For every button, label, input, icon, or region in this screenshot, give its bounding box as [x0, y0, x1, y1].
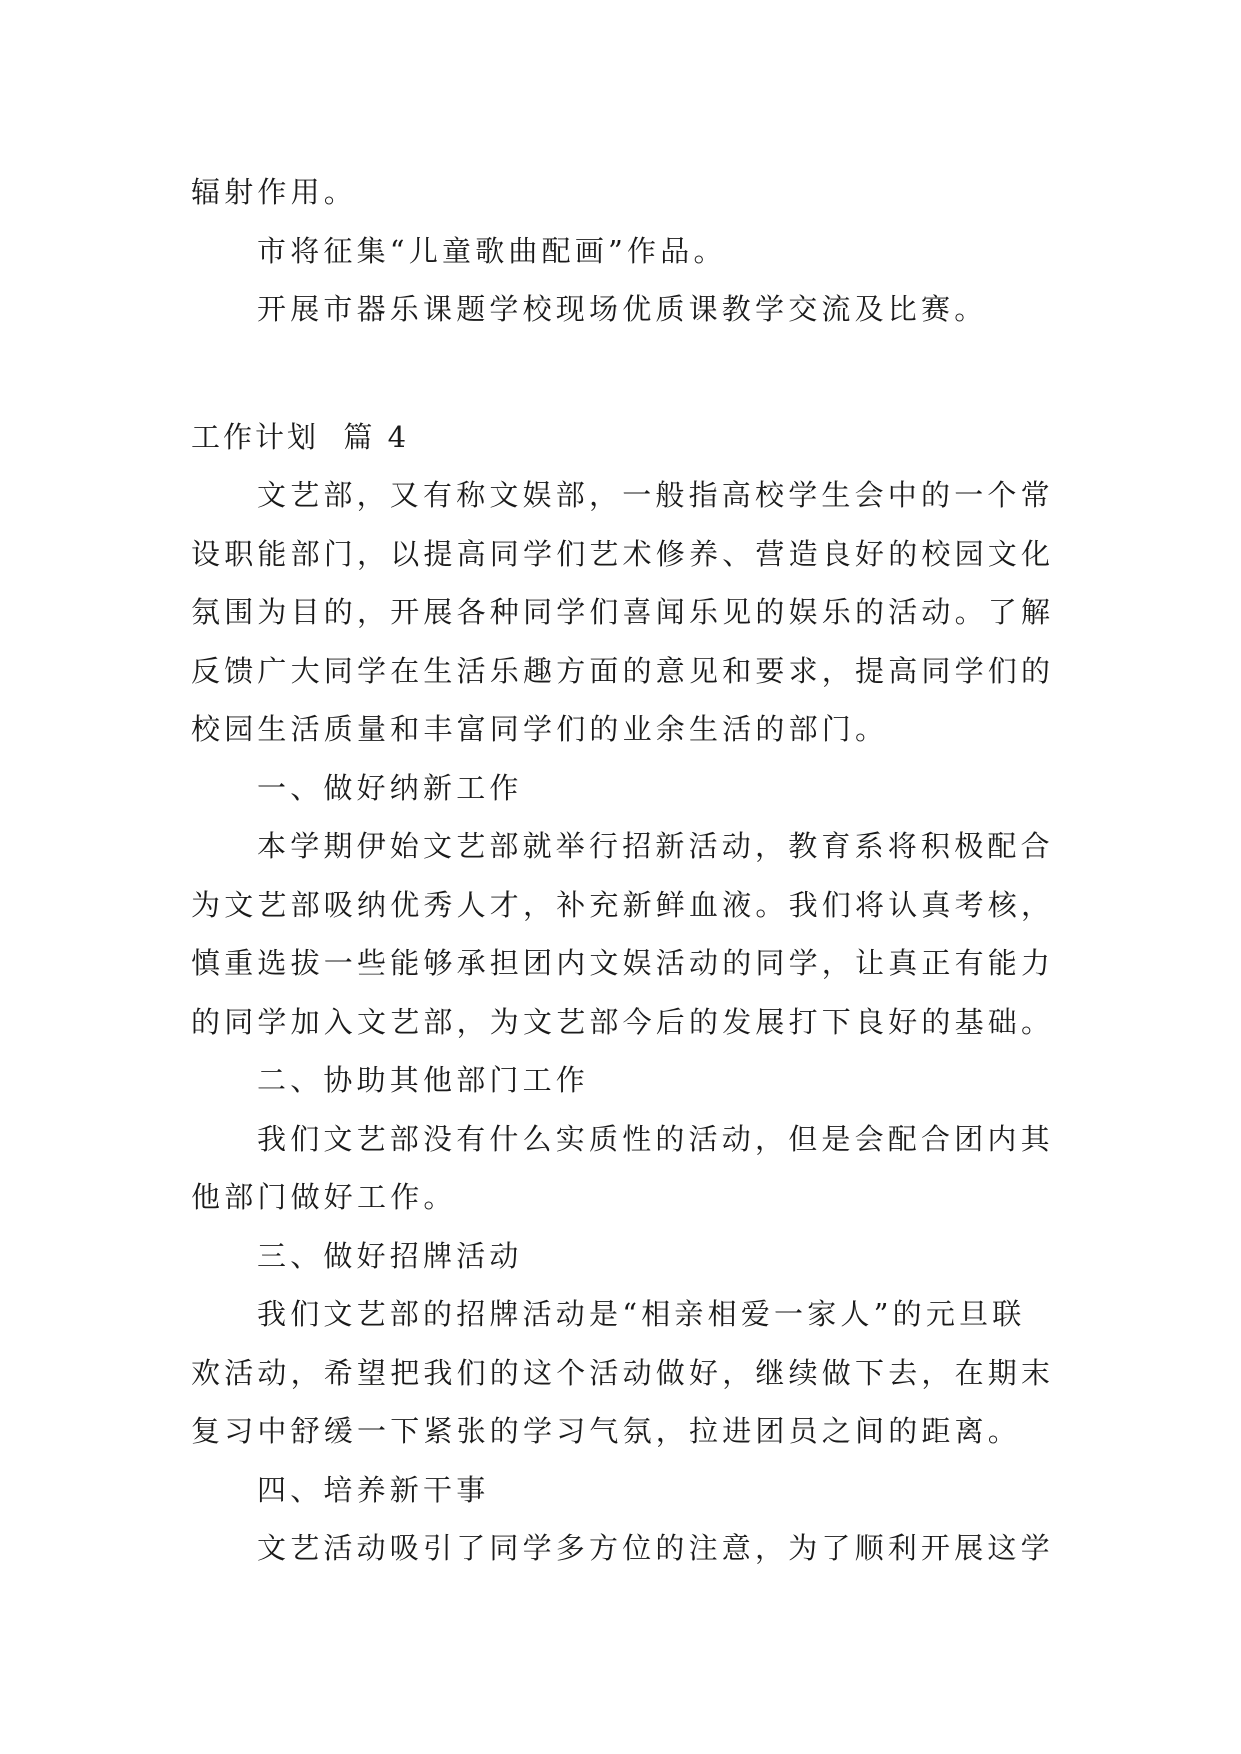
- subheading: 三、做好招牌活动: [257, 1238, 523, 1273]
- body-line: 反馈广大同学在生活乐趣方面的意见和要求，提高同学们的: [191, 653, 1055, 688]
- body-line: 校园生活质量和丰富同学们的业余生活的部门。: [191, 712, 889, 746]
- body-line: 市将征集“儿童歌曲配画”作品。: [257, 233, 727, 268]
- paragraph-assist: [191, 1110, 1081, 1227]
- section-title: 工作计划 篇 4: [191, 419, 410, 454]
- document-body: [191, 163, 1081, 1578]
- subheading: 四、培养新干事: [257, 1472, 490, 1507]
- paragraph-train: [191, 1519, 1081, 1578]
- body-line: 开展市器乐课题学校现场优质课教学交流及比赛。: [257, 292, 988, 326]
- body-line: 慎重选拔一些能够承担团内文娱活动的同学，让真正有能力: [191, 946, 1055, 980]
- body-line: 欢活动，希望把我们的这个活动做好，继续做下去，在期末: [191, 1355, 1055, 1390]
- paragraph-recruit: [191, 817, 1081, 1051]
- body-line: 的同学加入文艺部，为文艺部今后的发展打下良好的基础。: [191, 1004, 1055, 1039]
- paragraph-signature-event: [191, 1285, 1081, 1461]
- body-line: 文艺部，又有称文娱部，一般指高校学生会中的一个常: [257, 478, 1054, 512]
- body-line: 本学期伊始文艺部就举行招新活动，教育系将积极配合: [257, 829, 1054, 863]
- body-line: 文艺活动吸引了同学多方位的注意，为了顺利开展这学: [257, 1531, 1054, 1565]
- body-line: 设职能部门，以提高同学们艺术修养、营造良好的校园文化: [191, 536, 1055, 571]
- body-line: 辐射作用。: [191, 175, 358, 209]
- subheading: 二、协助其他部门工作: [257, 1063, 590, 1097]
- paragraph-intro: [191, 466, 1081, 759]
- body-line: 复习中舒缓一下紧张的学习气氛，拉进团员之间的距离。: [191, 1414, 1022, 1448]
- body-line: 我们文艺部没有什么实质性的活动，但是会配合团内其: [257, 1121, 1054, 1156]
- body-line: 他部门做好工作。: [191, 1180, 457, 1214]
- body-line: 为文艺部吸纳优秀人才，补充新鲜血液。我们将认真考核，: [191, 887, 1055, 922]
- body-line: 氛围为目的，开展各种同学们喜闻乐见的娱乐的活动。了解: [191, 595, 1055, 629]
- body-line: 我们文艺部的招牌活动是“相亲相爱一家人”的元旦联: [257, 1297, 1026, 1331]
- subheading: 一、做好纳新工作: [257, 770, 523, 805]
